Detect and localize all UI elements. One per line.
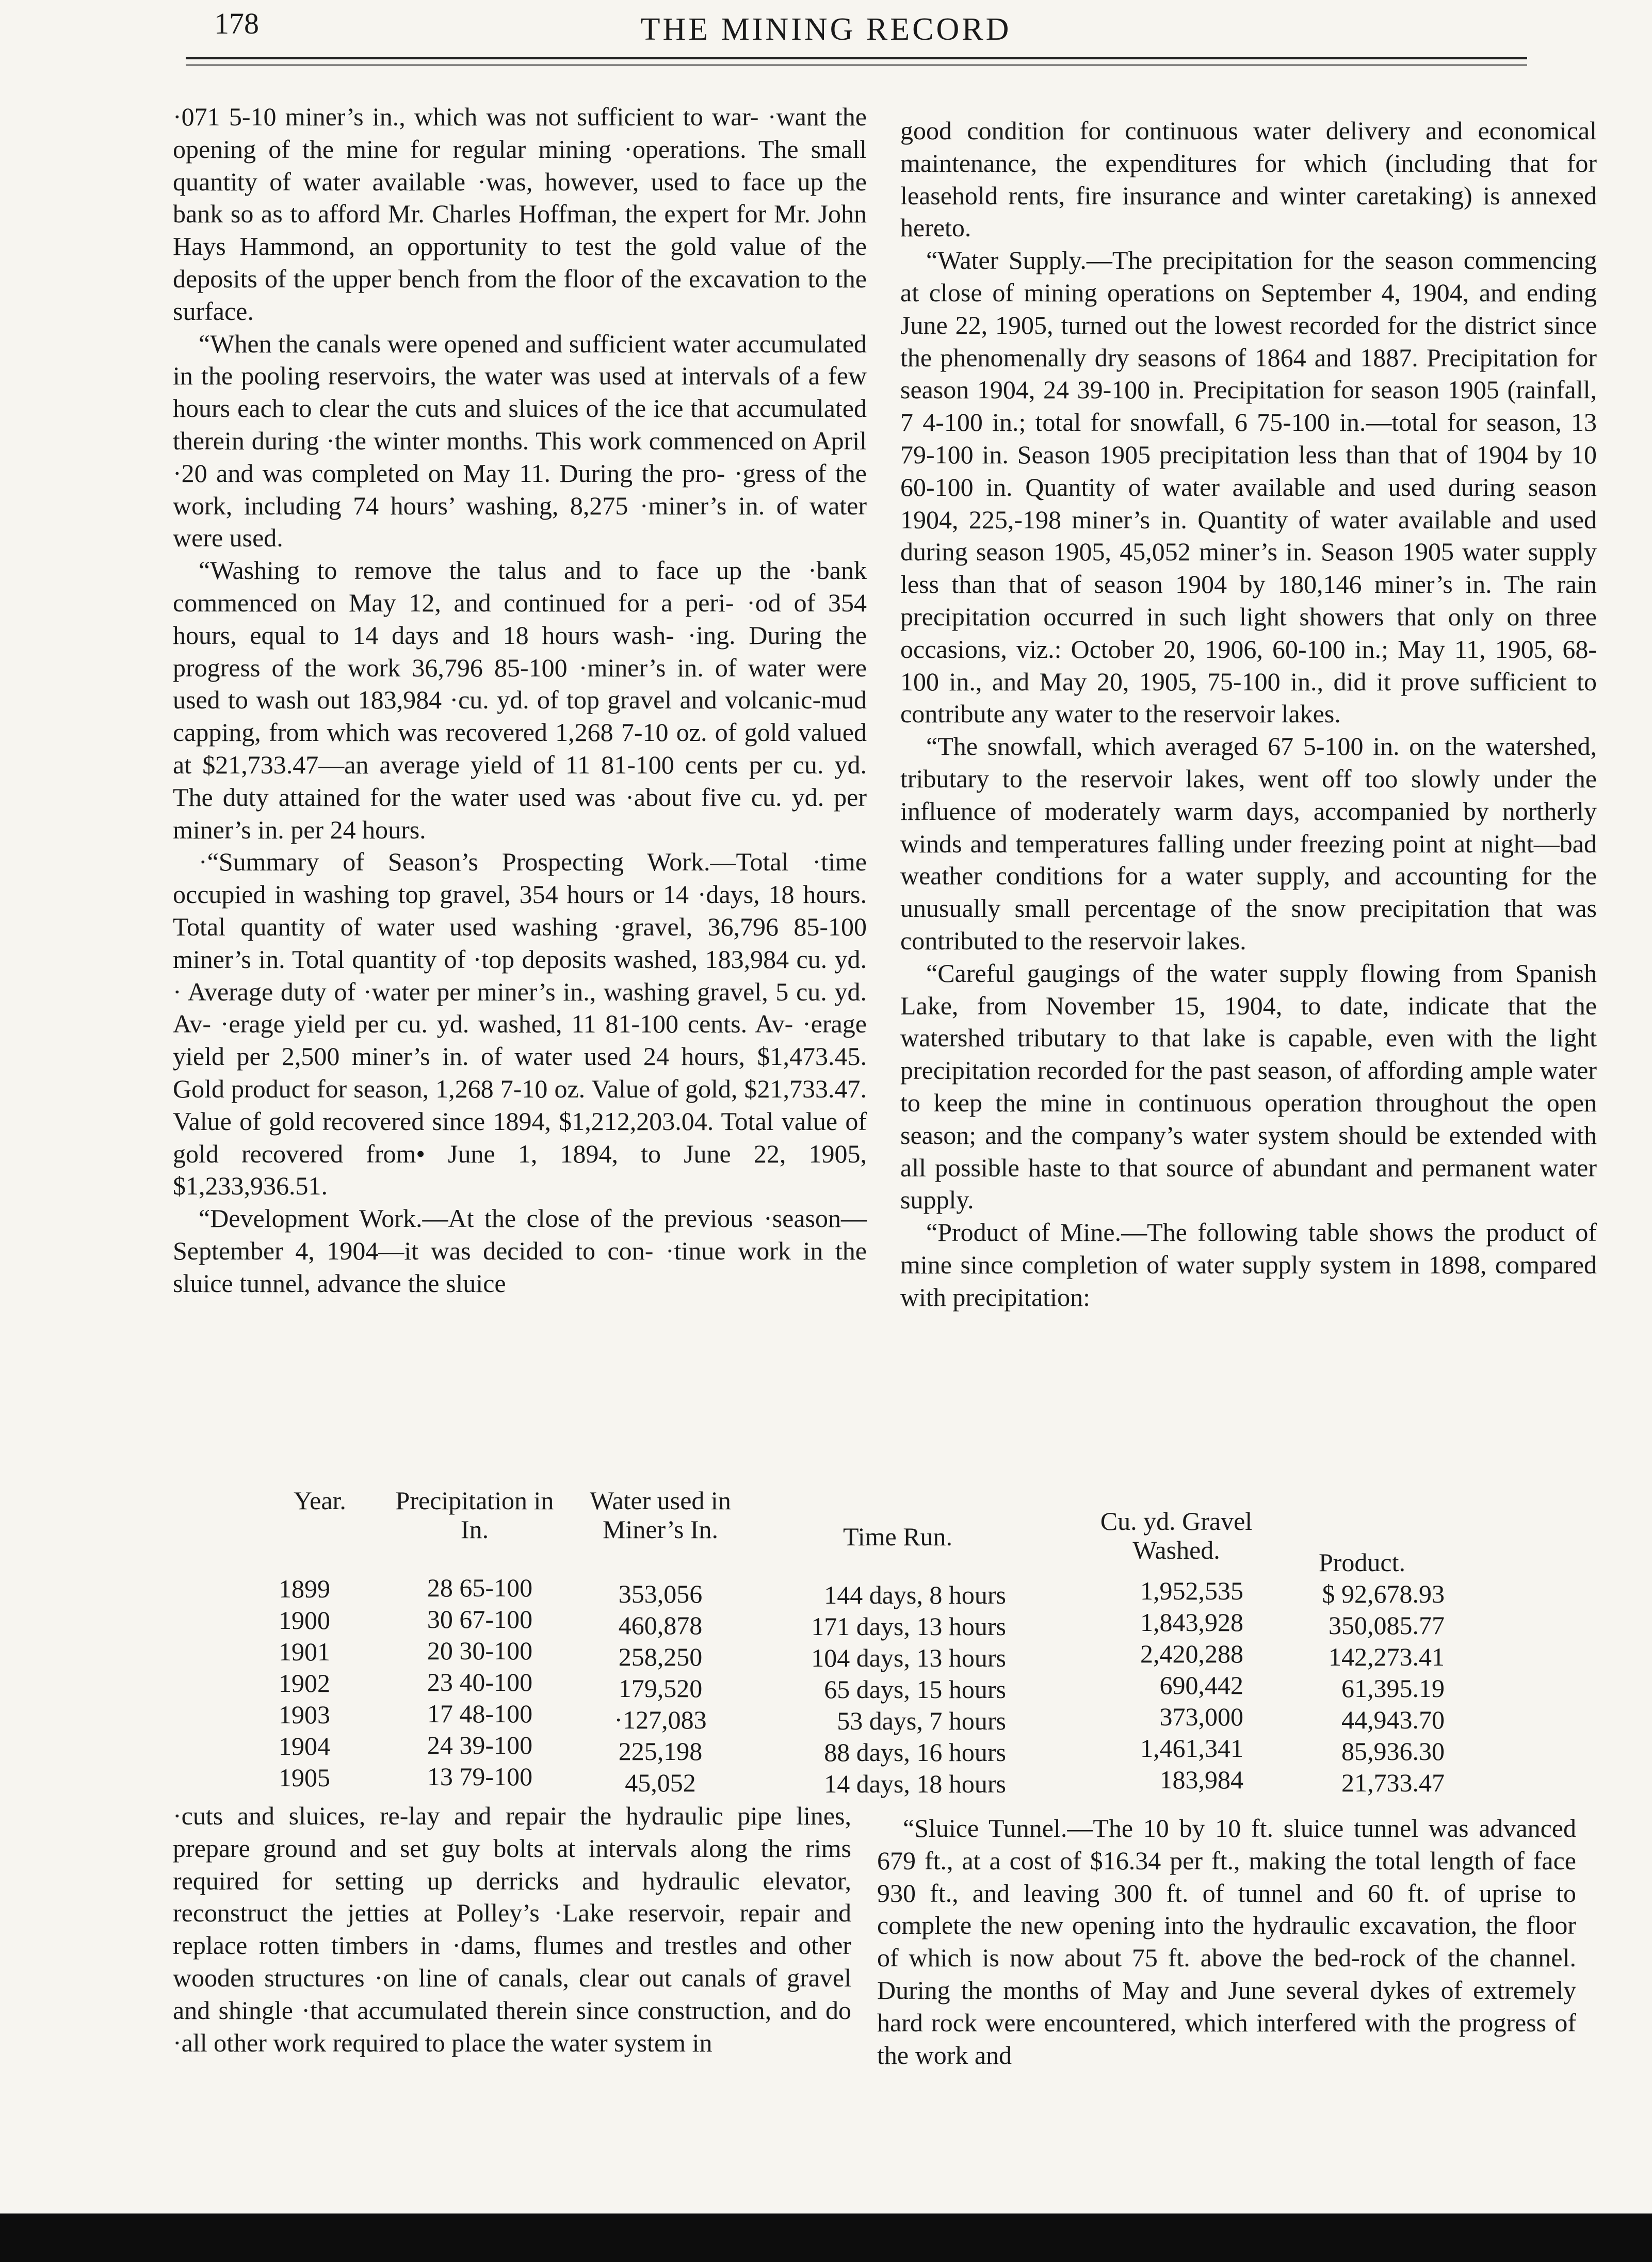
cell-water-used: 45,052 xyxy=(625,1768,696,1797)
header-rule-thin xyxy=(186,64,1527,66)
cell-gravel-washed: 1,843,928 xyxy=(1140,1608,1243,1637)
header-water-used: Water used in Miner’s In. xyxy=(590,1486,731,1544)
header-precipitation: Precipitation in In. xyxy=(395,1486,554,1544)
header-time-run: Time Run. xyxy=(843,1522,953,1551)
paragraph: “Washing to remove the talus and to face up the ·bank commenced on May 12, and continued for a peri- ·od of 354 hours, equal to 14 days and 18 hours wash- ·ing. During the progress of the work 36,796 85-100 ·miner’s in. of water were used to wash out 183,984 ·cu. yd. of top gravel and volcanic-mud capping, from which was recovered 1,268 7-10 oz. of gold valued at $21,733.47—an average yield of 11 81-100 cents per cu. yd. The duty attained for the water used was ·about five cu. yd. per miner’s in. per 24 hours. xyxy=(173,556,867,844)
header-gravel-washed: Cu. yd. Gravel Washed. xyxy=(1100,1507,1253,1564)
paragraph: “Sluice Tunnel.—The 10 by 10 ft. sluice tunnel was advanced 679 ft., at a cost of $16.34 per ft., making the total length of face 930 ft., and leaving 300 ft. of tunnel and 60 ft. of uprise to complete the new opening into the hydraulic excavation, the floor of which is now about 75 ft. above the bed-rock of the channel. During the months of May and June several dykes of extremely hard rock were encountered, which interfered with the progress of the work and xyxy=(877,1814,1576,2070)
paragraph: “When the canals were opened and sufficient water accumulated in the pooling reservoirs, the water was used at intervals of a few hours each to clear the cuts and sluices of the ice that accumulated therein during ·the winter months. This work commenced on April ·20 and was completed on May 11. During the pro- ·gress of the work, including 74 hours’ washing, 8,275 ·miner’s in. of water were used. xyxy=(173,329,867,553)
paragraph: “Careful gaugings of the water supply flowing from Spanish Lake, from November 15, 1904, to date, indicate that the watershed tributary to that lake is capable, even with the light precipitation recorded for the past season, of affording ample water to keep the mine in continuous operation throughout the open season; and the company’s water system should be extended with all possible haste to that source of abundant and permanent water supply. xyxy=(900,958,1597,1215)
cell-product: 142,273.41 xyxy=(1329,1642,1445,1671)
cell-time-run: 171 days, 13 hours xyxy=(811,1612,1006,1641)
paragraph: “Water Supply.—The precipitation for the season commencing at close of mining operations on September 4, 1904, and ending June 22, 1905, turned out the lowest recorded for the district since the phenomenally dry seasons of 1864 and 1887. Precipitation for season 1904, 24 39-100 in. Precipitation for season 1905 (rainfall, 7 4-100 in.; total for snowfall, 6 75-100 in.—total for season, 13 79-100 in. Season 1905 precipitation less than that of 1904 by 10 60-100 in. Quantity of water available and used during season 1904, 225,-198 miner’s in. Quantity of water available and used during season 1905, 45,052 miner’s in. Season 1905 water supply less than that of season 1904 by 180,146 miner’s in. The rain precipitation occurred in such light showers that only on three occasions, viz.: October 20, 1906, 60-100 in.; May 11, 1905, 68-100 in., and May 20, 1905, 75-100 in., did it prove sufficient to contribute any water to the reservoir lakes. xyxy=(900,246,1597,729)
cell-gravel-washed: 183,984 xyxy=(1159,1765,1243,1794)
cell-time-run: 53 days, 7 hours xyxy=(837,1706,1006,1735)
cell-year: 1903 xyxy=(279,1700,330,1729)
paragraph: ·cuts and sluices, re-lay and repair the hydraulic pipe lines, prepare ground and set guy bolts at intervals along the rims required for setting up derricks and hydraulic elevator, reconstruct the jetties at Polley’s ·Lake reservoir, repair and replace rotten timbers in ·dams, flumes and trestles and other wooden structures ·on line of canals, clear out canals of gravel and shingle ·that accumulated therein since construction, and do ·all other work required to place the water system in xyxy=(173,1801,851,2057)
cell-product: 21,733.47 xyxy=(1341,1768,1445,1797)
header-year: Year. xyxy=(294,1486,346,1515)
cell-product: 61,395.19 xyxy=(1341,1674,1445,1703)
cell-year: 1904 xyxy=(279,1732,330,1760)
cell-product: 85,936.30 xyxy=(1341,1737,1445,1766)
cell-water-used: 353,056 xyxy=(618,1579,703,1608)
cell-precipitation: 17 48-100 xyxy=(427,1699,533,1728)
cell-year: 1899 xyxy=(279,1574,330,1603)
paragraph: ·“Summary of Season’s Prospecting Work.—Total ·time occupied in washing top gravel, 354 hours or 14 ·days, 18 hours. Total quantity of water used washing ·gravel, 36,796 85-100 miner’s in. Total quantity of ·top deposits washed, 183,984 cu. yd. · Average duty of ·water per miner’s in., washing gravel, 5 cu. yd. Av- ·erage yield per cu. yd. washed, 11 81-100 cents. Av- ·erage yield per 2,500 miner’s in. of water used 24 hours, $1,473.45. Gold product for season, 1,268 7-10 oz. Value of gold, $21,733.47. Value of gold recovered since 1894, $1,212,203.04. Total value of gold recovered from• June 1, 1894, to June 22, 1905, $1,233,936.51. xyxy=(173,847,867,1201)
paragraph: ·071 5-10 miner’s in., which was not sufficient to war- ·want the opening of the mine for regular mining ·operations. The small quantity of water available ·was, however, used to face up the bank so as to afford Mr. Charles Hoffman, the expert for Mr. John Hays Hammond, an opportunity to test the gold value of the deposits of the upper bench from the floor of the excavation to the surface. xyxy=(173,102,867,326)
column-left-bottom xyxy=(173,1800,851,2059)
bottom-band xyxy=(0,2213,1652,2262)
cell-time-run: 14 days, 18 hours xyxy=(824,1769,1006,1798)
cell-product: 350,085.77 xyxy=(1329,1611,1445,1640)
page-number: 178 xyxy=(214,7,259,40)
cell-product: $ 92,678.93 xyxy=(1322,1579,1445,1608)
cell-time-run: 144 days, 8 hours xyxy=(824,1580,1006,1609)
cell-water-used: 258,250 xyxy=(618,1642,703,1671)
header-product: Product. xyxy=(1318,1548,1406,1577)
running-head: THE MINING RECORD xyxy=(640,12,1012,47)
cell-time-run: 65 days, 15 hours xyxy=(824,1675,1006,1704)
cell-precipitation: 28 65-100 xyxy=(427,1573,533,1602)
cell-gravel-washed: 1,461,341 xyxy=(1140,1734,1243,1763)
cell-year: 1905 xyxy=(279,1763,330,1792)
cell-year: 1902 xyxy=(279,1669,330,1698)
paragraph: “Development Work.—At the close of the previous ·season—September 4, 1904—it was decided to con- ·tinue work in the sluice tunnel, advance the sluice xyxy=(173,1204,867,1298)
cell-gravel-washed: 2,420,288 xyxy=(1140,1639,1243,1668)
cell-water-used: 225,198 xyxy=(618,1737,703,1766)
cell-precipitation: 23 40-100 xyxy=(427,1668,533,1697)
header-rule xyxy=(186,57,1527,59)
cell-precipitation: 30 67-100 xyxy=(427,1605,533,1634)
cell-gravel-washed: 1,952,535 xyxy=(1140,1576,1243,1605)
cell-gravel-washed: 373,000 xyxy=(1159,1702,1243,1731)
paragraph: “Product of Mine.—The following table shows the product of mine since completion of water supply system in 1898, compared with precipitation: xyxy=(900,1218,1597,1312)
cell-year: 1900 xyxy=(279,1606,330,1635)
column-right-top xyxy=(900,115,1597,1313)
column-left-top xyxy=(173,101,867,1299)
cell-precipitation: 20 30-100 xyxy=(427,1636,533,1665)
cell-water-used: 179,520 xyxy=(618,1674,703,1703)
cell-water-used: 460,878 xyxy=(618,1611,703,1640)
cell-product: 44,943.70 xyxy=(1341,1705,1445,1734)
cell-precipitation: 24 39-100 xyxy=(427,1731,533,1759)
cell-time-run: 88 days, 16 hours xyxy=(824,1738,1006,1767)
paragraph: “The snowfall, which averaged 67 5-100 in. on the watershed, tributary to the reservoir lakes, went off too slowly under the influence of moderately warm days, accompanied by northerly winds and temperatures falling under freezing point at night—bad weather conditions for a water supply, and accounting for the unusually small percentage of the snow precipitation that was contributed to the reservoir lakes. xyxy=(900,732,1597,955)
paragraph: good condition for continuous water delivery and economical maintenance, the expenditures for which (including that for leasehold rents, fire insurance and winter caretaking) is annexed hereto. xyxy=(900,116,1597,243)
cell-precipitation: 13 79-100 xyxy=(427,1762,533,1791)
cell-year: 1901 xyxy=(279,1637,330,1666)
cell-time-run: 104 days, 13 hours xyxy=(811,1643,1006,1672)
cell-gravel-washed: 690,442 xyxy=(1159,1671,1243,1700)
product-table xyxy=(268,1486,1507,1796)
cell-water-used: ·127,083 xyxy=(614,1705,707,1734)
column-right-bottom xyxy=(877,1812,1576,2071)
